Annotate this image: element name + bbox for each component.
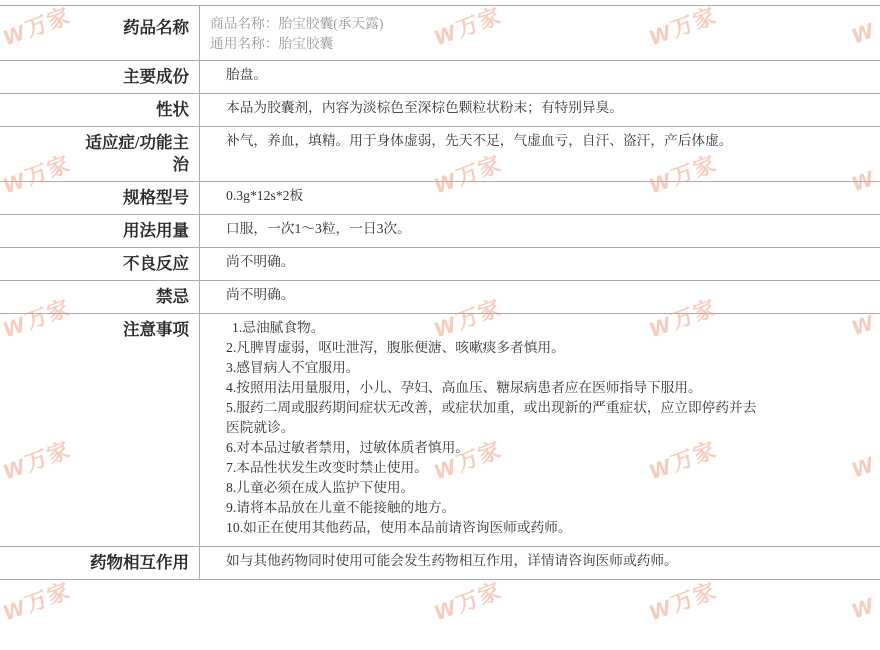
watermark-text: 万家 (668, 151, 721, 192)
precaution-item: 6.对本品过敏者禁用，过敏体质者慎用。 (226, 440, 469, 455)
watermark-text: 万家 (453, 578, 506, 619)
contraindications-value: 尚不明确。 (226, 287, 295, 302)
watermark-text: 万家 (668, 437, 721, 478)
adverse-reactions-label: 不良反应 (0, 248, 200, 280)
specification-label: 规格型号 (0, 182, 200, 214)
precaution-item: 8.儿童必须在成人监护下使用。 (226, 480, 415, 495)
indications-value: 补气，养血，填精。用于身体虚弱，先天不足，气虚血亏，自汗、盗汗，产后体虚。 (226, 133, 733, 148)
row-description (0, 94, 880, 127)
watermark-mark-icon: W (430, 168, 460, 199)
generic-name-label: 通用名称： (210, 36, 279, 51)
watermark-mark-icon: W (0, 595, 29, 626)
watermark-text: 万家 (668, 3, 721, 44)
usage-dosage-value: 口服，一次1～3粒，一日3次。 (226, 221, 411, 236)
precaution-item: 10.如正在使用其他药品，使用本品前请咨询医师或药师。 (226, 520, 572, 535)
watermark-mark-icon: W (848, 452, 878, 483)
specification-value: 0.3g*12s*2板 (226, 188, 304, 203)
watermark-logo (645, 578, 720, 628)
row-adverse-reactions (0, 248, 880, 281)
generic-name-line (210, 34, 880, 54)
drug-name-value (200, 3, 880, 60)
ingredients-label: 主要成份 (0, 61, 200, 93)
watermark-mark-icon: W (848, 18, 878, 49)
watermark-text: 万家 (22, 578, 75, 619)
watermark-mark-icon: W (645, 454, 675, 485)
watermark-mark-icon: W (0, 454, 29, 485)
precautions-list (226, 318, 767, 538)
adverse-reactions-value: 尚不明确。 (226, 254, 295, 269)
row-interactions (0, 547, 880, 580)
watermark-mark-icon: W (0, 312, 29, 343)
watermark-mark-icon: W (0, 168, 29, 199)
row-indications (0, 127, 880, 182)
generic-name: 胎宝胶囊 (278, 36, 334, 51)
watermark-mark-icon: W (645, 20, 675, 51)
watermark-text: 万家 (22, 295, 75, 336)
watermark-text: 万家 (22, 437, 75, 478)
watermark-logo (430, 578, 505, 628)
drug-name-label: 药品名称 (0, 6, 200, 60)
watermark-mark-icon: W (645, 595, 675, 626)
watermark-text: 万家 (453, 437, 506, 478)
drug-info-table (0, 5, 880, 580)
watermark-logo (0, 578, 75, 628)
watermark-text: 万家 (668, 295, 721, 336)
indications-label: 适应症/功能主治 (0, 127, 200, 181)
precautions-label: 注意事项 (0, 314, 200, 546)
watermark-text: 万家 (22, 3, 75, 44)
precaution-item: 3.感冒病人不宜服用。 (226, 360, 360, 375)
watermark-mark-icon: W (645, 312, 675, 343)
interactions-label: 药物相互作用 (0, 547, 200, 579)
watermark-mark-icon: W (0, 20, 29, 51)
contraindications-label: 禁忌 (0, 281, 200, 313)
description-label: 性状 (0, 94, 200, 126)
row-precautions (0, 314, 880, 547)
watermark-mark-icon: W (430, 312, 460, 343)
watermark-mark-icon: W (848, 310, 878, 341)
watermark-text: 万家 (453, 3, 506, 44)
watermark-text: 万家 (453, 295, 506, 336)
watermark-mark-icon: W (848, 166, 878, 197)
precaution-item: 5.服药二周或服药期间症状无改善，或症状加重，或出现新的严重症状，应立即停药并去医院就诊。 (226, 400, 757, 435)
watermark-text: 万家 (453, 151, 506, 192)
trade-name-label: 商品名称： (210, 16, 279, 31)
precaution-item: 9.请将本品放在儿童不能接触的地方。 (226, 500, 456, 515)
watermark-text: 万家 (22, 151, 75, 192)
precaution-item: 7.本品性状发生改变时禁止使用。 (226, 460, 428, 475)
row-specification (0, 182, 880, 215)
row-usage-dosage (0, 215, 880, 248)
description-value: 本品为胶囊剂，内容为淡棕色至深棕色颗粒状粉末；有特别异臭。 (226, 100, 623, 115)
precaution-item: 4.按照用法用量服用，小儿、孕妇、高血压、糖尿病患者应在医师指导下服用。 (226, 380, 702, 395)
row-contraindications (0, 281, 880, 314)
precautions-value (200, 314, 880, 546)
watermark-text: 万家 (668, 578, 721, 619)
precaution-item: 1.忌油腻食物。 (232, 320, 325, 335)
usage-dosage-label: 用法用量 (0, 215, 200, 247)
watermark-mark-icon: W (430, 20, 460, 51)
watermark-mark-icon: W (430, 454, 460, 485)
trade-name-line (210, 14, 880, 34)
row-drug-name (0, 3, 880, 61)
watermark-logo (848, 592, 880, 627)
watermark-mark-icon: W (848, 593, 878, 624)
watermark-mark-icon: W (430, 595, 460, 626)
watermark-mark-icon: W (645, 168, 675, 199)
ingredients-value: 胎盘。 (226, 67, 268, 82)
trade-name: 胎宝胶囊(承天露) (278, 16, 384, 31)
precaution-item: 2.凡脾胃虚弱，呕吐泄泻，腹胀便溏、咳嗽痰多者慎用。 (226, 340, 565, 355)
interactions-value: 如与其他药物同时使用可能会发生药物相互作用，详情请咨询医师或药师。 (226, 553, 678, 568)
row-ingredients (0, 61, 880, 94)
